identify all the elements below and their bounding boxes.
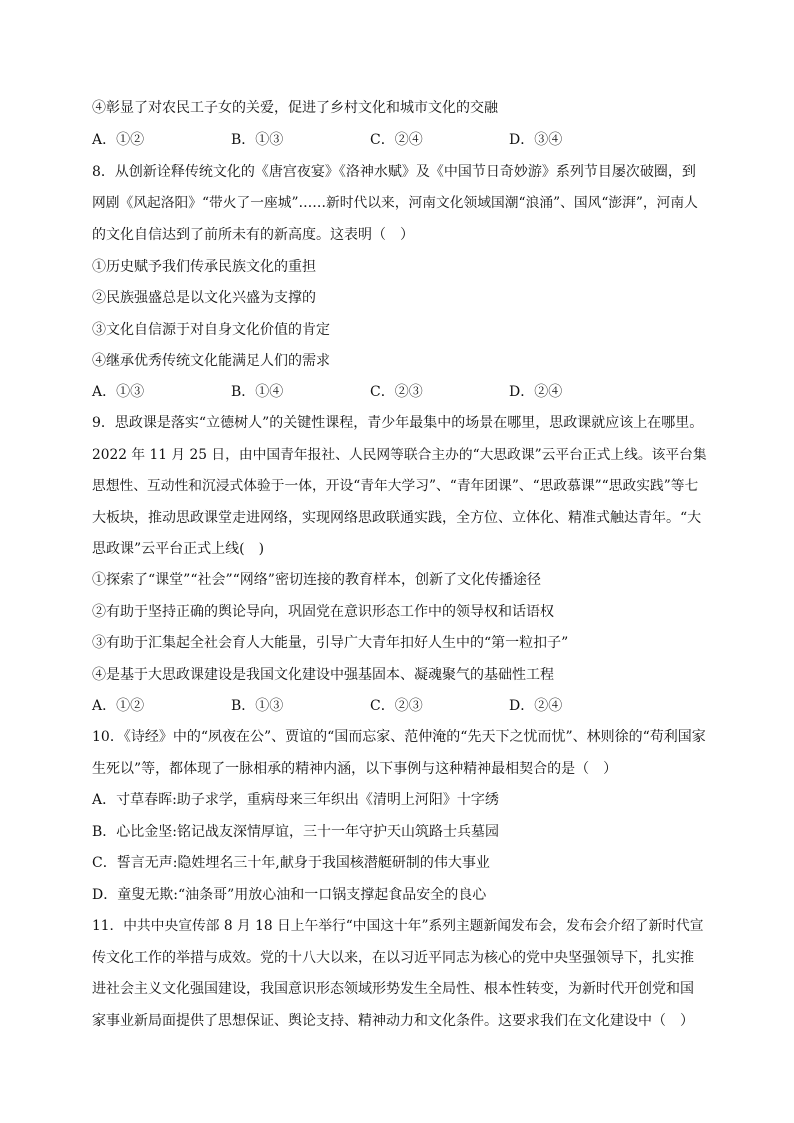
q9-option-b[interactable]: B．①③	[231, 698, 284, 714]
q9-item-2: ②有助于坚持正确的舆论导向，巩固党在意识形态工作中的领导权和话语权	[92, 604, 554, 620]
q9-stem-line-4: 大板块，推动思政课堂走进网络，实现网络思政联通实践，全方位、立体化、精准式触达青年。“大	[92, 510, 702, 526]
q7-option-a[interactable]: A．①②	[92, 132, 145, 148]
q9-option-a[interactable]: A．①②	[92, 698, 145, 714]
q7-option-b[interactable]: B．①③	[231, 132, 284, 148]
q8-item-1: ①历史赋予我们传承民族文化的重担	[92, 259, 316, 275]
q8-item-4: ④继承优秀传统文化能满足人们的需求	[92, 353, 330, 369]
q11-stem-line-3: 进社会主义文化强国建设，我国意识形态领域形势发生全局性、根本性转变，为新时代开创党和国	[92, 981, 694, 997]
q11-stem-line-4: 家事业新局面提供了思想保证、舆论支持、精神动力和文化条件。这要求我们在文化建设中（ ）	[92, 1013, 694, 1029]
q9-option-c[interactable]: C．②③	[370, 698, 423, 714]
q9-stem-line-2: 2022 年 11 月 25 日，由中国青年报社、人民网等联合主办的“大思政课”云平台正式上线。该平台集	[92, 447, 707, 463]
q7-option-d[interactable]: D．③④	[509, 132, 563, 148]
q9-stem-line-5: 思政课”云平台正式上线( )	[92, 541, 265, 557]
q9-stem-line-1: 9．思政课是落实“立德树人”的关键性课程，青少年最集中的场景在哪里，思政课就应该上在哪里。	[92, 415, 704, 431]
q8-item-2: ②民族强盛总是以文化兴盛为支撑的	[92, 290, 316, 306]
q8-option-a[interactable]: A．①③	[92, 384, 145, 400]
q11-stem-line-2: 传文化工作的举措与成效。党的十八大以来，在以习近平同志为核心的党中央坚强领导下，扎实推	[92, 950, 694, 966]
q8-stem-line-2: 网剧《风起洛阳》“带火了一座城”……新时代以来，河南文化领域国潮“浪涌”、国风“澎湃”，河南人	[92, 195, 698, 211]
q10-choice-c[interactable]: C．誓言无声:隐姓埋名三十年,献身于我国核潜艇研制的伟大事业	[92, 855, 490, 871]
q7-item-4: ④彰显了对农民工子女的关爱，促进了乡村文化和城市文化的交融	[92, 100, 498, 116]
q10-stem-line-1: 10．《诗经》中的“夙夜在公”、贾谊的“国而忘家、范仲淹的“先天下之忧而忧”、林则徐的“苟利国家	[92, 729, 706, 745]
q8-option-b[interactable]: B．①④	[231, 384, 284, 400]
q10-choice-d[interactable]: D．童叟无欺:“油条哥”用放心油和一口锅支撑起食品安全的良心	[92, 887, 487, 903]
q8-item-3: ③文化自信源于对自身文化价值的肯定	[92, 322, 330, 338]
q9-item-1: ①探索了“课堂”“社会”“网络”密切连接的教育样本，创新了文化传播途径	[92, 572, 541, 588]
q9-stem-line-3: 思想性、互动性和沉浸式体验于一体，开设“青年大学习”、“青年团课”、“思政慕课”“思政实践”等七	[92, 478, 699, 494]
q8-stem-line-3: 的文化自信达到了前所未有的新高度。这表明（ ）	[92, 227, 414, 243]
q8-option-d[interactable]: D．②④	[509, 384, 563, 400]
q10-choice-a[interactable]: A．寸草春晖:助子求学，重病母来三年织出《清明上河阳》十字绣	[92, 792, 499, 808]
q9-item-3: ③有助于汇集起全社会育人大能量，引导广大青年扣好人生中的“第一粒扣子”	[92, 635, 569, 651]
q7-option-c[interactable]: C．②④	[370, 132, 423, 148]
q9-option-d[interactable]: D．②④	[509, 698, 563, 714]
q9-item-4: ④是基于大思政课建设是我国文化建设中强基固本、凝魂聚气的基础性工程	[92, 667, 554, 683]
q10-choice-b[interactable]: B．心比金坚:铭记战友深情厚谊，三十一年守护天山筑路士兵墓园	[92, 824, 500, 840]
q8-option-c[interactable]: C．②③	[370, 384, 423, 400]
q8-stem-line-1: 8．从创新诠释传统文化的《唐宫夜宴》《洛神水赋》及《中国节日奇妙游》系列节目屡次破圈，到	[92, 164, 696, 180]
q11-stem-line-1: 11．中共中央宣传部 8 月 18 日上午举行“中国这十年”系列主题新闻发布会，发布会介绍了新时代宣	[92, 918, 704, 934]
q10-stem-line-2: 生死以”等，都体现了一脉相承的精神内涵，以下事例与这种精神最相契合的是（ ）	[92, 761, 618, 777]
